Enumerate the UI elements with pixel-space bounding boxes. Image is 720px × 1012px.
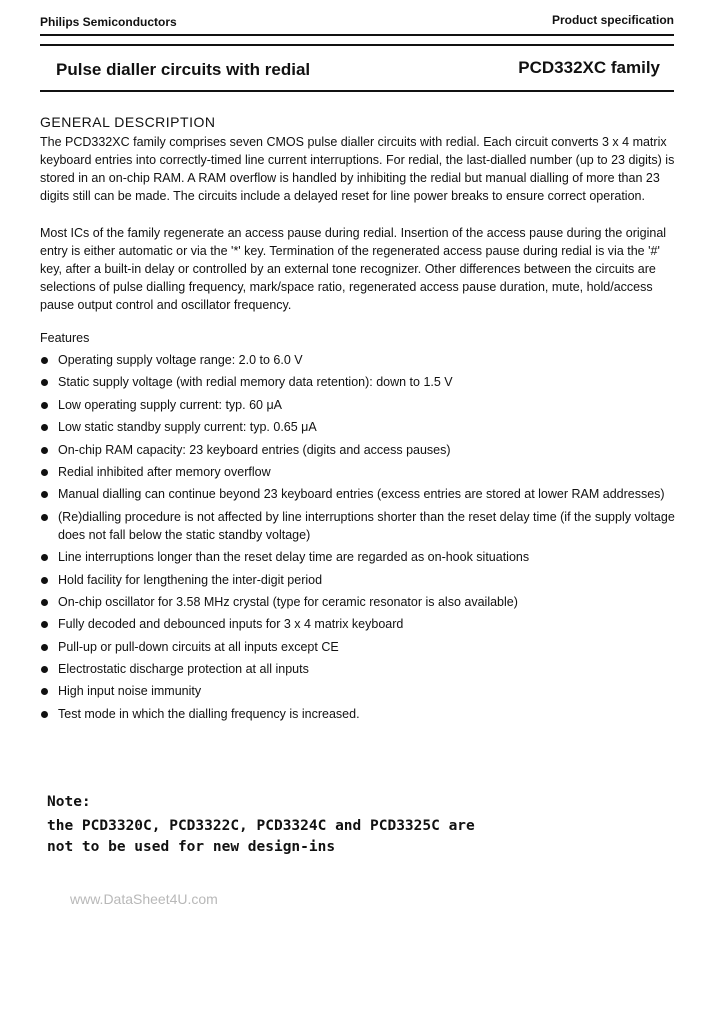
- feature-item: [40, 418, 680, 436]
- features-list: [40, 351, 680, 727]
- feature-text: Test mode in which the dialling frequency is increased.: [58, 706, 360, 721]
- title-bar: [40, 44, 674, 92]
- bullet-icon: [41, 469, 48, 476]
- note-line-1: the PCD3320C, PCD3322C, PCD3324C and PCD3325C are: [47, 818, 475, 834]
- bullet-icon: [41, 554, 48, 561]
- feature-item: [40, 373, 680, 391]
- bullet-icon: [41, 357, 48, 364]
- feature-text: Operating supply voltage range: 2.0 to 6.0 V: [58, 353, 303, 367]
- note-line-2: not to be used for new design-ins: [47, 839, 336, 855]
- feature-text: Manual dialling can continue beyond 23 keyboard entries (excess entries are stored at lower RAM addresses): [58, 487, 665, 502]
- feature-text: Hold facility for lengthening the inter-digit period: [58, 572, 323, 587]
- bullet-icon: [41, 621, 48, 628]
- watermark-link[interactable]: www.DataSheet4U.com: [70, 891, 218, 907]
- feature-item: [40, 508, 680, 544]
- feature-item: [40, 548, 680, 566]
- description-paragraph-2: Most ICs of the family regenerate an access pause during redial. Insertion of the access pause during the original entry is either automatic or via the '*' key. Termination of the regenerated access pause during redial is via the '#' key, after a built-in delay or controlled by an external tone recognizer. Other differences between the circuits are selections of pulse dialling frequency, mark/space ratio, regenerated access pause duration, mute, hold/access pause output control and oscillator frequency.: [40, 226, 667, 312]
- bullet-icon: [41, 666, 48, 673]
- feature-text: Redial inhibited after memory overflow: [58, 464, 271, 479]
- bullet-icon: [41, 379, 48, 386]
- bullet-icon: [41, 514, 48, 521]
- feature-item: [40, 441, 680, 459]
- feature-text: (Re)dialling procedure is not affected by line interruptions shorter than the reset delay time (if the supply voltage does not fall below the static standby voltage): [58, 509, 675, 542]
- bullet-icon: [41, 447, 48, 454]
- feature-item: [40, 485, 680, 503]
- feature-item: [40, 705, 680, 723]
- feature-text: Fully decoded and debounced inputs for 3 x 4 matrix keyboard: [58, 617, 404, 632]
- bullet-icon: [41, 599, 48, 606]
- bullet-icon: [41, 424, 48, 431]
- feature-item: [40, 682, 680, 700]
- bullet-icon: [41, 402, 48, 409]
- feature-text: On-chip RAM capacity: 23 keyboard entries (digits and access pauses): [58, 442, 451, 457]
- bullet-icon: [41, 688, 48, 695]
- note-block: [47, 792, 475, 858]
- feature-item: [40, 660, 680, 678]
- product-family: PCD332XC family: [518, 58, 660, 77]
- feature-text: Line interruptions longer than the reset delay time are regarded as on-hook situations: [58, 550, 530, 565]
- feature-item: [40, 571, 680, 589]
- bullet-icon: [41, 644, 48, 651]
- feature-item: [40, 463, 680, 481]
- description-paragraph-1: The PCD332XC family comprises seven CMOS pulse dialler circuits with redial. Each circuit converts 3 x 4 matrix keyboard entries into correctly-timed line current interruptions. For redial, the last-dialled number (up to 23 digits) is stored in an on-chip RAM. A RAM overflow is handled by inhibiting the redial but manual dialling of more than 23 digits still can be made. The circuits include a delayed reset for line power breaks to ensure correct operation.: [40, 135, 675, 203]
- bullet-icon: [41, 577, 48, 584]
- feature-text: Electrostatic discharge protection at all inputs: [58, 662, 309, 677]
- bullet-icon: [41, 711, 48, 718]
- feature-text: High input noise immunity: [58, 684, 202, 699]
- feature-text: Low static standby supply current: typ. 0.65 μA: [58, 420, 317, 435]
- feature-text: Static supply voltage (with redial memory data retention): down to 1.5 V: [58, 375, 453, 390]
- feature-text: On-chip oscillator for 3.58 MHz crystal (type for ceramic resonator is also available): [58, 594, 518, 609]
- feature-item: [40, 396, 680, 414]
- feature-item: [40, 593, 680, 611]
- header-doc-type: Product specification: [551, 13, 674, 27]
- feature-item: [40, 638, 680, 656]
- bullet-icon: [41, 491, 48, 498]
- note-title: Note:: [47, 794, 91, 810]
- document-title: Pulse dialler circuits with redial: [56, 60, 311, 79]
- feature-item: [40, 615, 680, 633]
- header-company: Philips Semiconductors: [40, 15, 177, 29]
- general-description-heading: GENERAL DESCRIPTION: [40, 114, 216, 130]
- feature-item: [40, 351, 680, 369]
- header-rule: [40, 34, 674, 36]
- feature-text: Low operating supply current: typ. 60 μA: [58, 397, 282, 412]
- feature-text: Pull-up or pull-down circuits at all inputs except CE: [58, 639, 339, 654]
- features-heading: Features: [40, 331, 90, 345]
